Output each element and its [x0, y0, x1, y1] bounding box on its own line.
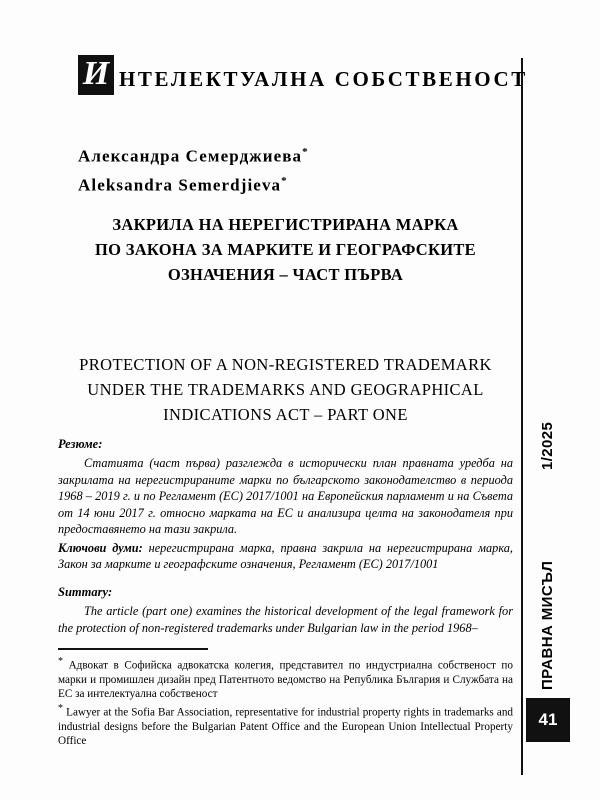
keywords-bg-label: Ключови думи:	[58, 540, 143, 555]
masthead	[78, 55, 528, 95]
page-title-bg	[58, 212, 513, 287]
content-column	[58, 0, 528, 800]
title-en-line-1: PROTECTION OF A NON-REGISTERED TRADEMARK	[79, 355, 492, 374]
abstract-en-label: Summary:	[58, 585, 113, 599]
abstract-bg-label: Резюме:	[58, 437, 103, 451]
journal-name: ПРАВНА МИСЪЛ	[539, 560, 556, 690]
masthead-title: НТЕЛЕКТУАЛНА СОБСТВЕНОСТ	[119, 67, 528, 91]
footnote-separator-rule	[58, 648, 208, 650]
abstract-en-text: The article (part one) examines the historical development of the legal framework for the protection of non-registered trademarks under Bulgarian law in the period 1968–	[58, 604, 513, 635]
author-name-en: Aleksandra Semerdjieva*	[78, 174, 288, 195]
title-bg-line-3: ОЗНАЧЕНИЯ – ЧАСТ ПЪРВА	[167, 265, 404, 284]
author-block	[78, 140, 309, 197]
author-name-bg: Александра Семерджиева*	[78, 146, 309, 166]
page-title-en	[58, 352, 513, 427]
page-sidebar	[523, 0, 600, 800]
issue-number: 1/2025	[539, 421, 556, 470]
keywords-bg-text: нерегистрирана марка, правна закрила на нерегистрирана марка, Закон за марките и географските означения, Регламент (ЕС) 2017/1001	[58, 540, 513, 571]
author-footnote-marker-en: *	[281, 174, 288, 187]
keywords-bg	[58, 540, 513, 573]
footnote-marker-bg: *	[58, 655, 63, 667]
title-en-line-2: UNDER THE TRADEMARKS AND GEOGRAPHICAL	[87, 380, 484, 399]
abstract-en	[58, 585, 513, 636]
page-number: 41	[526, 698, 570, 742]
title-en-line-3: INDICATIONS ACT – PART ONE	[163, 405, 408, 424]
abstract-bg	[58, 437, 513, 573]
title-bg-line-2: ПО ЗАКОНА ЗА МАРКИТЕ И ГЕОГРАФСКИТЕ	[95, 240, 476, 259]
title-bg-line-1: ЗАКРИЛА НА НЕРЕГИСТРИРАНА МАРКА	[112, 215, 459, 234]
abstract-bg-text: Статията (част първа) разглежда в исторически план правната уредба на закрилата на нерегистрираните марки по българското законодателство в периода 1968 – 2019 г. и по Регламент (ЕС) 2017/1001 на Европейския парламент и на Съвета от 14 юни 2017 г. относно марката на ЕС и анализира целта на законодателя при предоставянето на тази закрила.	[58, 456, 513, 536]
footnote-en-text: Lawyer at the Sofia Bar Association, representative for industrial property rights in trademarks and industrial designs before the Bulgarian Patent Office and the European Union Intellectual Property Office	[58, 706, 514, 748]
footnote-en	[58, 702, 513, 748]
footnote-bg	[58, 655, 513, 701]
footnote-bg-text: Адвокат в Софийска адвокатска колегия, представител по индустриална собственост по марки и промишлен дизайн пред Патентното ведомство на Република България и Службата на ЕС за интелектуална собственост	[58, 659, 514, 700]
masthead-dropcap: И	[78, 55, 114, 95]
footnotes	[58, 648, 513, 748]
author-footnote-marker-bg: *	[302, 146, 309, 158]
footnote-marker-en: *	[58, 702, 63, 714]
